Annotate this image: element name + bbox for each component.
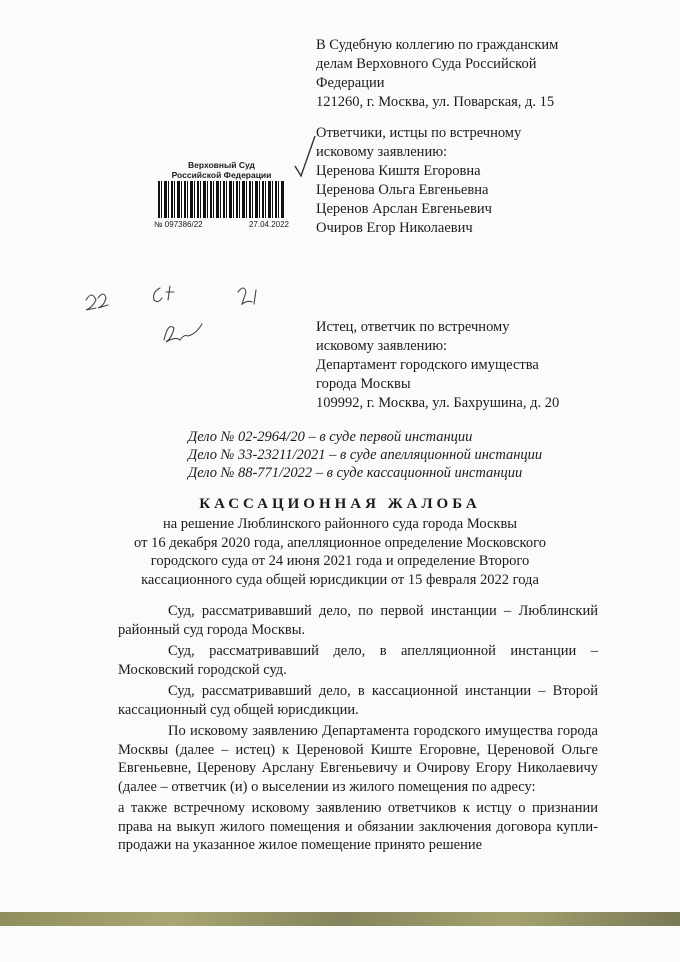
stamp-line: Верховный Суд bbox=[188, 160, 255, 170]
document-title: КАССАЦИОННАЯ ЖАЛОБА bbox=[199, 496, 481, 512]
plaintiff-line: Департамент городского имущества bbox=[316, 357, 539, 373]
defendant-name: Церенов Арслан Евгеньевич bbox=[316, 201, 492, 217]
stamp-footer bbox=[154, 220, 289, 229]
plaintiff-line: 109992, г. Москва, ул. Бахрушина, д. 20 bbox=[316, 395, 560, 411]
barcode-icon bbox=[158, 181, 285, 218]
court-address-line: делам Верховного Суда Российской bbox=[316, 56, 537, 72]
court-address-line: В Судебную коллегию по гражданским bbox=[316, 37, 559, 53]
plaintiff-line: исковому заявлению: bbox=[316, 338, 448, 354]
plaintiff-line: Истец, ответчик по встречному bbox=[316, 319, 510, 335]
defendant-name: Церенова Киштя Егоровна bbox=[316, 163, 481, 179]
subtitle-line: кассационного суда общей юрисдикции от 15 февраля 2022 года bbox=[141, 571, 539, 588]
body-paragraph: По исковому заявлению Департамента городского имущества города Москвы (далее – истец) к Цереновой Киште Егоровне, Цереновой Ольге Евгеньевне, Церенову Арслану Евгеньевичу и Очирову Егору Николаевичу (далее – ответчик (и) о выселении из жилого помещения по адресу: bbox=[118, 723, 598, 795]
stamp-number: № 097386/22 bbox=[154, 220, 203, 229]
court-address-line: Федерации bbox=[316, 75, 385, 91]
case-number: Дело № 88-771/2022 – в суде кассационной инстанции bbox=[188, 465, 523, 481]
stamp-line: Российской Федерации bbox=[171, 170, 272, 180]
plaintiff-line: города Москвы bbox=[316, 376, 411, 392]
handwritten-checkmark-icon bbox=[292, 132, 318, 180]
body-paragraph: Суд, рассматривавший дело, по первой инстанции – Люблинский районный суд города Москвы. bbox=[118, 603, 598, 638]
defendant-name: Церенова Ольга Евгеньевна bbox=[316, 182, 489, 198]
registration-stamp bbox=[154, 160, 289, 235]
body-paragraph: а также встречному исковому заявлению ответчиков к истцу о признании права на выкуп жилого помещения и обязании заключения договора купли-продажи на указанное жилое помещение принято решение bbox=[118, 800, 598, 853]
plaintiff-block bbox=[316, 318, 559, 413]
document-subtitle bbox=[0, 515, 680, 589]
case-numbers bbox=[188, 428, 542, 482]
handwritten-marks-icon bbox=[80, 280, 300, 360]
document-body bbox=[118, 602, 598, 858]
body-paragraph: Суд, рассматривавший дело, в апелляционной инстанции – Московский городской суд. bbox=[118, 643, 598, 678]
subtitle-line: на решение Люблинского районного суда города Москвы bbox=[162, 516, 518, 532]
court-address bbox=[316, 36, 558, 112]
scan-edge-shadow bbox=[0, 912, 680, 926]
court-address-line: 121260, г. Москва, ул. Поварская, д. 15 bbox=[316, 94, 555, 110]
subtitle-line: от 16 декабря 2020 года, апелляционное определение Московского bbox=[134, 534, 546, 551]
stamp-date: 27.04.2022 bbox=[248, 220, 289, 229]
case-number: Дело № 02-2964/20 – в суде первой инстанции bbox=[188, 429, 473, 445]
defendants-line: исковому заявлению: bbox=[316, 144, 448, 160]
subtitle-line: городского суда от 24 июня 2021 года и определение Второго bbox=[150, 553, 530, 569]
defendant-name: Очиров Егор Николаевич bbox=[316, 220, 473, 236]
case-number: Дело № 33-23211/2021 – в суде апелляционной инстанции bbox=[188, 447, 543, 463]
body-paragraph: Суд, рассматривавший дело, в кассационной инстанции – Второй кассационный суд общей юрисдикции. bbox=[118, 683, 598, 718]
defendants-line: Ответчики, истцы по встречному bbox=[316, 125, 522, 141]
defendants-block bbox=[316, 124, 521, 238]
